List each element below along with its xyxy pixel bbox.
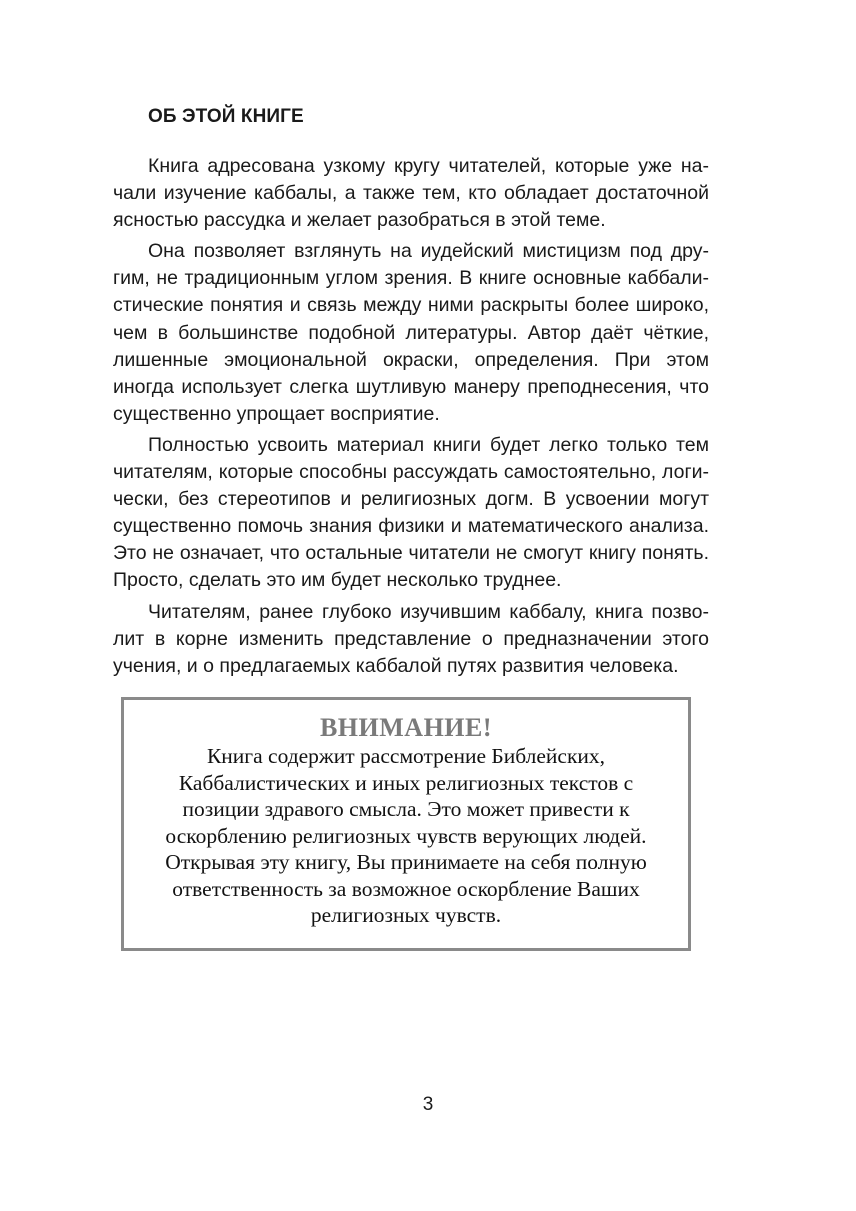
warning-title: ВНИМАНИЕ! bbox=[319, 713, 493, 742]
paragraph-1: Книга адресована узкому кругу читателей, которые уже начали изучение каббалы, а также тем, кто обладает достаточной ясностью рассудка и желает разобраться в этой теме. bbox=[113, 155, 709, 232]
warning-box bbox=[121, 697, 691, 951]
paragraph-4: Читателям, ранее глубоко изучившим каббалу, книга позволит в корне изменить представление о предназначении этого учения, и о предлагаемых каббалой путях развития человека. bbox=[113, 600, 709, 677]
paragraph-2: Она позволяет взглянуть на иудейский мистицизм под другим, не традиционным углом зрения. В книге основные каббалистические понятия и связь между ними раскрыты более широко, чем в большинстве подобной литературы. Автор даёт чёткие, лишенные эмоциональной окраски, определения. При этом иногда использует слегка шутливую манеру преподнесения, что существенно упрощает восприятие. bbox=[113, 240, 709, 425]
page-heading: ОБ ЭТОЙ КНИГЕ bbox=[148, 106, 304, 127]
page-number: 3 bbox=[422, 1094, 434, 1115]
body-text bbox=[113, 153, 709, 684]
paragraph-3: Полностью усвоить материал книги будет легко только тем читателям, которые способны рассуждать самостоятельно, логически, без стереотипов и религиозных догм. В усвоении могут существенно помочь знания физики и математического анализа. Это не означает, что остальные читатели не смогут книгу понять. Просто, сделать это им будет несколько труднее. bbox=[113, 433, 709, 592]
warning-text: Книга содержит рассмотрение Библейских, Каббалистических и иных религиозных текстов с позиции здравого смысла. Это может привести к оскорблению религиозных чувств верующих людей. Открывая эту книгу, Вы принимаете на себя полную ответственность за возможное оскорбление Ваших религиозных чувств. bbox=[165, 744, 647, 927]
